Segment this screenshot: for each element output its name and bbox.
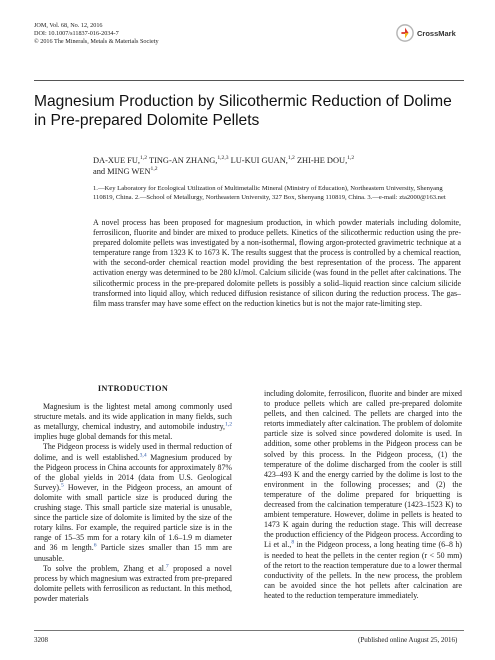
section-heading-introduction: INTRODUCTION	[97, 384, 169, 393]
author-list	[93, 155, 463, 177]
paragraph	[264, 389, 462, 601]
paragraph	[34, 564, 232, 604]
footer-divider	[34, 630, 464, 631]
abstract: A novel process has been proposed for magnesium production, in which powder materials including dolomite, ferrosilicon, fluorite and binder are mixed to produce pellets. Kinetics of the silicothermic reduction using the pre-prepared dolomite pellets was investigated by a non-isothermal, flowing argon-protected gravimetric technique at a temperature range from 1323 K to 1673 K. The results suggest that the process is controlled by a chemical reaction, with the second-order chemical reaction model providing the best representation of the process. The apparent activation energy was determined to be 280 kJ/mol. Calcium silicide (was found in the pellet after calcinations. The silicothermic process in the pre-prepared dolomite pellets is possibly a solid–liquid reaction since calcium silicide transformed into liquid alloy, which reduced diffusion resistance of silicon during the reduction process. The gas–film mass transfer may have some effect on the reduction kinetics but is not the major rate-limiting step.	[93, 218, 461, 308]
text: The Pidgeon process is widely used in thermal reduction of dolime, and is well established.	[34, 442, 232, 462]
paragraph	[34, 442, 232, 563]
author-name: TING-AN ZHANG,	[148, 156, 218, 165]
author-affiliation-mark[interactable]: 1,2	[150, 166, 158, 173]
author-name: DA-XUE FU,	[93, 156, 140, 165]
crossmark-icon	[396, 24, 414, 42]
publication-date: (Published online August 25, 2016)	[358, 636, 458, 644]
article-title	[34, 92, 464, 130]
author-name: LU-KUI GUAN,	[230, 156, 288, 165]
citation-link[interactable]: 7	[165, 562, 169, 569]
crossmark-badge[interactable]	[396, 24, 456, 42]
text: However, in the Pidgeon process, an amount of dolomite with small particle size is produced during the crushing stage. This small particle size material is unusable, since the particle size of dolomite is limited by the size of the rotary kilns. For example, the required particle size is in the range of 15–35 mm for a rotary kiln of 1.6–1.9 m diameter and 36 m length.	[34, 482, 232, 553]
author-affiliation-mark[interactable]: 1,2	[140, 155, 147, 162]
citation-link[interactable]: 3,4	[139, 451, 147, 458]
page-number: 3208	[34, 636, 48, 644]
text: implies huge global demands for this metal.	[34, 432, 173, 442]
copyright-notice: © 2016 The Minerals, Metals & Materials Society	[34, 38, 159, 45]
author-affiliation-mark[interactable]: 1,2	[347, 155, 355, 162]
affiliations: 1.—Key Laboratory for Ecological Utilization of Multimetallic Mineral (Ministry of Education), Northeastern University, Shenyang 110819, China. 2.—School of Metallurgy, Northeastern University, 327 Box, Shenyang 110819, China. 3.—e-mail: zta2000@163.net	[93, 185, 446, 201]
author-name: ZHI-HE DOU,	[296, 156, 348, 165]
journal-meta	[34, 22, 159, 46]
text: Magnesium is the lightest metal among commonly used structure metals. and its wide application in many fields, such as metallurgy, chemical industry, and automobile industry,	[34, 402, 232, 432]
article-title-line-2: in Pre-prepared Dolomite Pellets	[34, 112, 260, 129]
body-column-left	[34, 384, 232, 604]
citation-link[interactable]: 8	[291, 539, 295, 546]
text: in the Pidgeon process, a long heating time (6–8 h) is needed to heat the pellets in the center region (r < 50 mm) of the retort to the reaction temperature due to a lower thermal conductivity of the pellets. In the new process, the problem can be avoided since the hot pellets after calcination are heated to the reduction temperature immediately.	[264, 540, 462, 600]
citation-link[interactable]: 6	[93, 542, 97, 549]
body-column-right	[264, 389, 462, 601]
author-name: and MING WEN	[93, 167, 151, 176]
citation-link[interactable]: 1,2	[225, 421, 232, 428]
text: To solve the problem, Zhang et al.	[43, 563, 166, 573]
title-divider	[34, 80, 464, 81]
paragraph	[34, 402, 232, 442]
text: including dolomite, ferrosilicon, fluorite and binder are mixed to produce pellets which are called pre-prepared dolomite pellets, and then calcined. The pellets are charged into the retorts immediately after calcination. The problem of dolomite particle size is solved since powdered dolomite is used. In addition, some other problems in the Pidgeon process can be solved by this process. In the Pidgeon process, (1) the temperature of the dolime discharged from the cooler is still 423–493 K and the energy carried by the dolime is lost to the environment in the following processes; and (2) the temperature of the dolime prepared for briquetting is decreased from the calcination temperature (1423–1523 K) to ambient temperature. However, dolime in pellets is heated to 1473 K again during the reduction stage. This will decrease the production efficiency of the Pidgeon process. According to Li et al.,	[264, 389, 462, 550]
text: Magnesium produced by the Pidgeon process in China accounts for approximately 87% of the global yields in 2014 (data from U.S. Geological Survey).	[34, 452, 232, 492]
article-title-line-1: Magnesium Production by Silicothermic Reduction of Dolime	[34, 93, 452, 110]
text: Particle sizes smaller than 15 mm are unusable.	[34, 543, 232, 563]
author-affiliation-mark[interactable]: 1,2	[287, 155, 295, 162]
journal-citation: JOM, Vol. 68, No. 12, 2016	[34, 22, 103, 29]
citation-link[interactable]: 5	[60, 482, 64, 489]
author-affiliation-mark[interactable]: 1,2,3	[217, 155, 229, 162]
doi-link[interactable]: DOI: 10.1007/s11837-016-2034-7	[34, 30, 119, 37]
crossmark-label: CrossMark	[417, 28, 456, 38]
text: proposed a novel process by which magnesium was extracted from pre-prepared dolomite pellets with ferrosilicon as reductant. In this method, powder materials	[34, 563, 232, 603]
